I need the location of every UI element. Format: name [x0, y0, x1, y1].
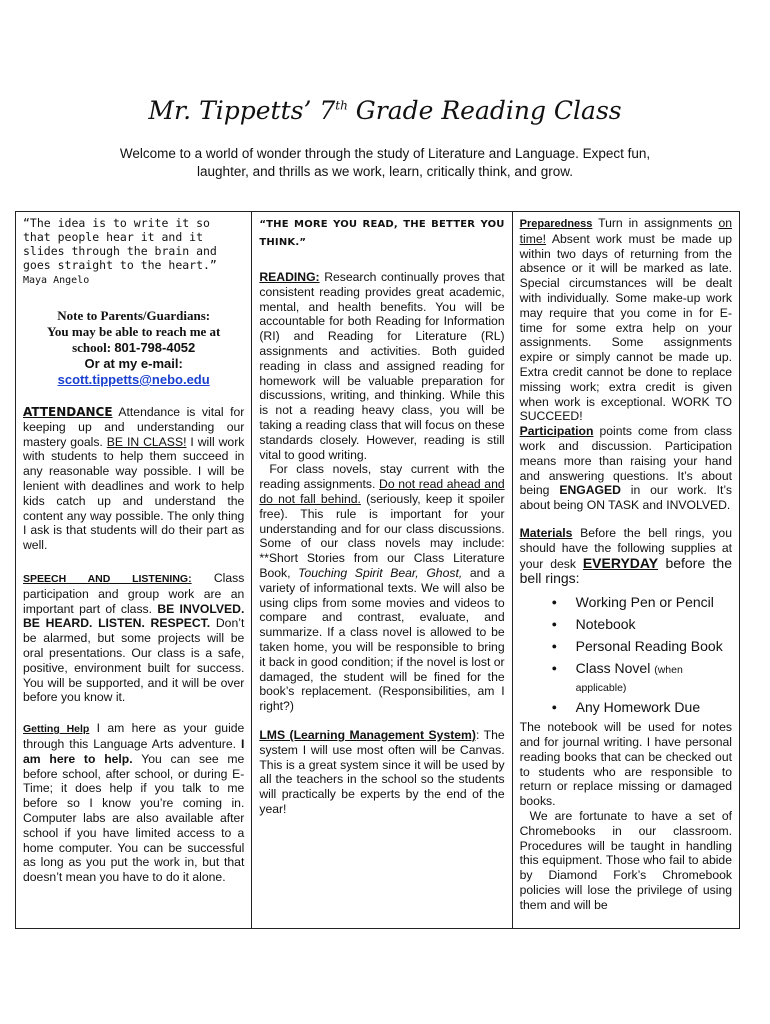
content-table	[15, 211, 740, 929]
speech-section: SPEECH AND LISTENING: Class participation and group work are an important part of class. BE INVOLVED. BE HEARD. LISTEN. RESPECT. Don’t be alarmed, but some projects will be oral presentations. Our class is a safe, positive, environment built for success. You will be supported, and it will be over before you know it.	[23, 570, 245, 705]
column-middle	[252, 212, 512, 928]
reading-section: READING: Research continually proves that consistent reading provides great academic, mental, and health benefits. You will be accountable for both Reading for Information (RI) and Reading for Literature (RL) assignments and activities. Both guided reading in class and assigned reading for homework will be valuable preparation for discussions, writing, and thinking. While this is not a reading heavy class, you will be taking a reading class that will focus on these standards closely. However, reading is still vital to good writing.	[259, 270, 505, 462]
reading-quote: “THE MORE YOU READ, THE BETTER YOU THINK.”	[259, 219, 505, 248]
note-phone-line: school: 801-798-4052	[72, 340, 196, 355]
list-item: ● Class Novel (when applicable)	[520, 657, 732, 696]
note-line: You may be able to reach me at	[46, 324, 221, 339]
notebook-text: The notebook will be used for notes and for journal writing. I have personal reading books that can be checked out to students who are responsible to return or replace missing or damaged books.	[519, 720, 732, 809]
phone-number: 801-798-4052	[114, 340, 196, 355]
column-left	[16, 212, 252, 928]
help-section: Getting Help I am here as your guide through this Language Arts adventure. I am here to help. You can see me before school, after school, or during E-Time; it does help if you talk to me before so I know you’re coming in. Computer labs are also available after school if you have limited access to a home computer. You can be successful as long as you put the work in, but that doesn’t mean you have to do it alone.	[23, 721, 245, 885]
preparedness-section: Preparedness Turn in assignments on time! Absent work must be made up within two days of returning from the absence or it will be marked as late. Special circumstances will be dealt with individually. Some make-up work may require that you come in for E-time for some extra help on your assignments. Some assignments expire or simply cannot be made up. Extra credit cannot be done to replace missing work; extra credit is given when work is exceptional. WORK TO SUCCEED!	[519, 216, 732, 424]
attendance-section: ATTENDANCE Attendance is vital for keeping up and understanding our mastery goals. BE IN CLASS! I will work with students to help them succeed in any reasonable way possible. I will be lenient with deadlines and work to help kids catch up and understand the content any way possible. The only thing I ask is that students will do their part as well.	[23, 405, 245, 553]
lms-section: LMS (Learning Management System): The system I will use most often will be Canvas. This is a great system since it will be used by all the teachers in the school so the students will practically be experts by the end of the year!	[259, 727, 505, 816]
materials-section: Materials Before the bell rings, you should have the following supplies at your desk EVERYDAY before the bell rings:	[519, 525, 732, 587]
supplies-list	[520, 591, 732, 718]
email-link[interactable]: scott.tippetts@nebo.edu	[57, 372, 210, 387]
angelou-quote: “The idea is to write it so that people hear it and it slides through the brain and goes straight to the heart.” Maya Angelo	[23, 216, 217, 286]
list-item: ● Personal Reading Book	[520, 635, 732, 657]
chromebook-text: We are fortunate to have a set of Chromebooks in our classroom. Procedures will be taught in handling this equipment. Those who fail to abide by Diamond Fork’s Chromebook policies will lose the privilege of using them and will be	[519, 808, 732, 912]
note-title: Note to Parents/Guardians:	[57, 308, 211, 323]
list-item: ● Notebook	[520, 613, 732, 635]
email-label: Or at my e-mail:	[84, 356, 183, 371]
participation-section: Participation points come from class work and discussion. Participation means more than raising your hand and answering questions. It’s about being ENGAGED in our work. It’s about being ON TASK and INVOLVED.	[519, 424, 732, 513]
column-right	[513, 212, 739, 928]
intro-text: Welcome to a world of wonder through the study of Literature and Language. Expect fun, laughter, and thrills as we work, learn, critically think, and grow.	[119, 146, 651, 179]
list-item: ● Working Pen or Pencil	[520, 591, 732, 613]
novel-section: For class novels, stay current with the reading assignments. Do not read ahead and do not fall behind. (seriously, keep it spoiler free). This rule is important for your understanding and for our class discussions. Some of our class novels may include: **Short Stories from our Class Literature Book, Touching Spirit Bear, Ghost, and a variety of informational texts. We will also be using clips from some movies and videos to compare and contrast, evaluate, and summarize. If a class novel is allowed to be taken home, you will be responsible to bring it back in good condition; if the novel is lost or damaged, the student will be fined for the book’s replacement. (Responsibilities, am I right?)	[259, 462, 505, 714]
page-title: Mr. Tippetts’ 7th Grade Reading Class	[148, 96, 622, 125]
list-item: ● Any Homework Due	[520, 696, 732, 718]
